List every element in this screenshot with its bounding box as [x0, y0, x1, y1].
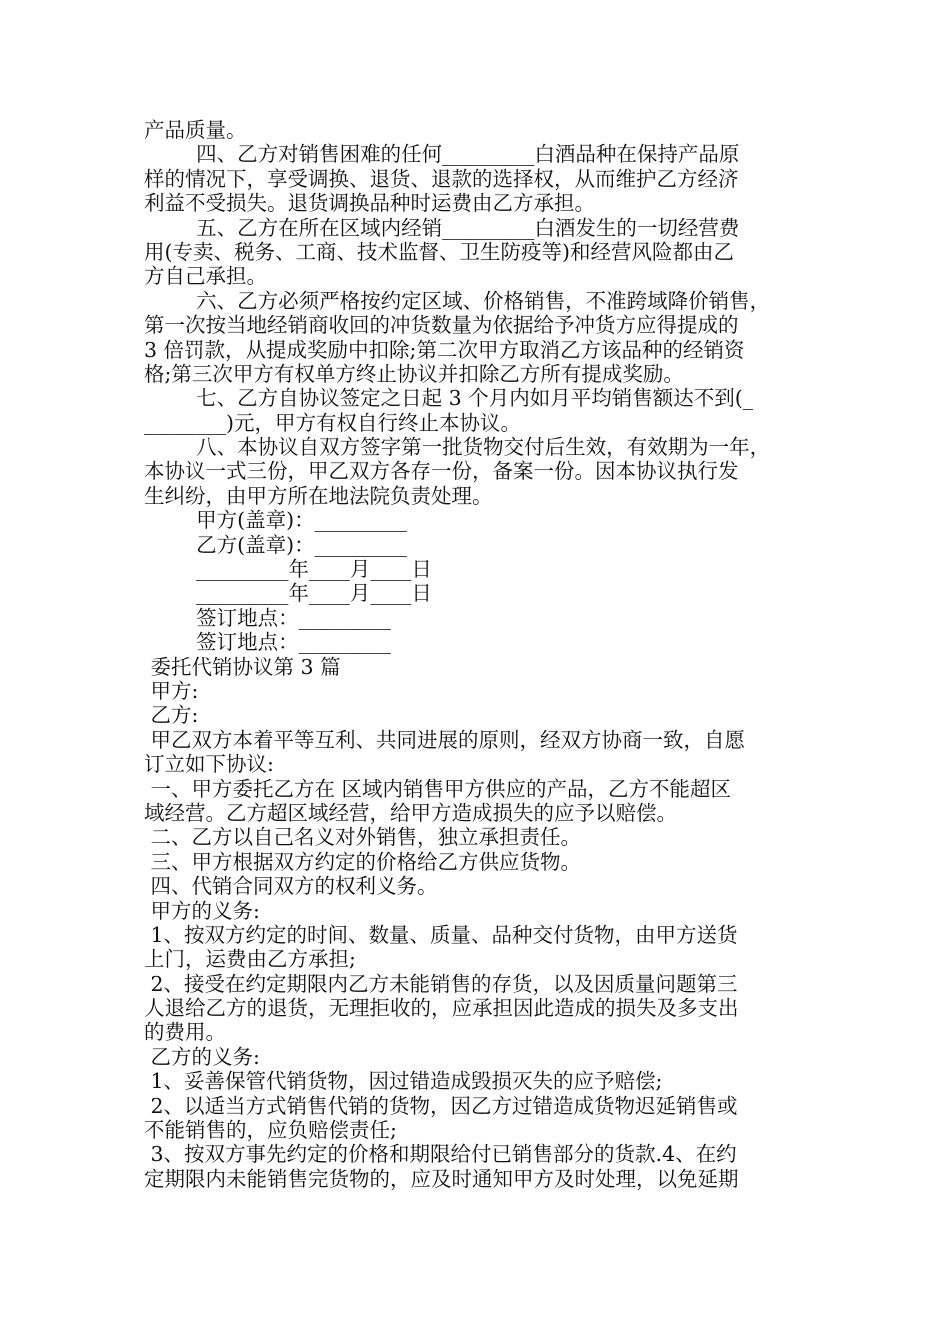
text-line: 四、代销合同双方的权利义务。 [144, 874, 438, 899]
text-line: ________)元，甲方有权自行终止本协议。 [144, 410, 521, 435]
text-line: 的费用。 [144, 1020, 226, 1045]
text-line: 1、妥善保管代销货物，因过错造成毁损灭失的应予赔偿; [144, 1069, 663, 1094]
text-line: 方自己承担。 [144, 264, 267, 289]
text-line: 甲方的义务: [144, 898, 260, 923]
text-line: 二、乙方以自己名义对外销售，独立承担责任。 [144, 825, 582, 850]
text-line: 利益不受损失。退货调换品种时运费由乙方承担。 [144, 191, 595, 216]
date-line: _________年____月____日 [144, 581, 432, 606]
text-line: 七、乙方自协议签定之日起 3 个月内如月平均销售额达不到(_ [144, 386, 753, 411]
text-line: 八、本协议自双方签字第一批货物交付后生效，有效期为一年， [144, 435, 771, 460]
text-line: 2、接受在约定期限内乙方未能销售的存货，以及因质量问题第三 [144, 971, 738, 996]
text-line: 甲方: [144, 678, 199, 703]
text-line: 本协议一式三份，甲乙双方各存一份，备案一份。因本协议执行发 [144, 459, 739, 484]
text-line: 五、乙方在所在区域内经销_________白酒发生的一切经营费 [144, 215, 740, 240]
text-line: 格;第三次甲方有权单方终止协议并扣除乙方所有提成奖励。 [144, 361, 684, 386]
text-line: 六、乙方必须严格按约定区域、价格销售，不准跨域降价销售， [144, 288, 771, 313]
text-line: 订立如下协议: [144, 752, 274, 777]
text-line: 2、以适当方式销售代销的货物，因乙方过错造成货物迟延销售或 [144, 1093, 738, 1118]
place-line: 签订地点：_________ [144, 630, 391, 655]
text-line: 四、乙方对销售困难的任何_________白酒品种在保持产品原 [144, 142, 740, 167]
agreement-text [144, 118, 816, 1191]
date-line: _________年____月____日 [144, 557, 432, 582]
text-line: 定期限内未能销售完货物的，应及时通知甲方及时处理，以免延期 [144, 1166, 739, 1191]
text-line: 生纠纷，由甲方所在地法院负责处理。 [144, 483, 493, 508]
text-line: 用(专卖、税务、工商、技术监督、卫生防疫等)和经营风险都由乙 [144, 239, 734, 264]
text-line: 不能销售的，应负赔偿责任; [144, 1118, 397, 1143]
text-line: 乙方: [144, 703, 199, 728]
signature-line: 甲方(盖章)：_________ [144, 508, 407, 533]
text-line: 3 倍罚款，从提成奖励中扣除;第二次甲方取消乙方该品种的经销资 [144, 337, 745, 362]
text-line: 样的情况下，享受调换、退货、退款的选择权，从而维护乙方经济 [144, 166, 739, 191]
text-line: 第一次按当地经销商收回的冲货数量为依据给予冲货方应得提成的 [144, 313, 739, 338]
text-line: 三、甲方根据双方约定的价格给乙方供应货物。 [144, 849, 582, 874]
text-line: 1、按双方约定的时间、数量、质量、品种交付货物，由甲方送货 [144, 922, 738, 947]
section-title: 委托代销协议第 3 篇 [144, 654, 341, 679]
place-line: 签订地点：_________ [144, 605, 391, 630]
text-line: 上门，运费由乙方承担; [144, 947, 356, 972]
text-line: 域经营。乙方超区域经营，给甲方造成损失的应予以赔偿。 [144, 800, 677, 825]
text-line: 乙方的义务: [144, 1044, 260, 1069]
text-line: 一、甲方委托乙方在 区域内销售甲方供应的产品，乙方不能超区 [144, 776, 732, 801]
text-line: 3、按双方事先约定的价格和期限给付已销售部分的货款.4、在约 [144, 1142, 737, 1167]
signature-line: 乙方(盖章)：_________ [144, 532, 407, 557]
text-line: 甲乙双方本着平等互利、共同进展的原则，经双方协商一致，自愿 [144, 727, 746, 752]
text-line: 产品质量。 [144, 118, 247, 142]
text-line: 人退给乙方的退货，无理拒收的，应承担因此造成的损失及多支出 [144, 996, 739, 1021]
